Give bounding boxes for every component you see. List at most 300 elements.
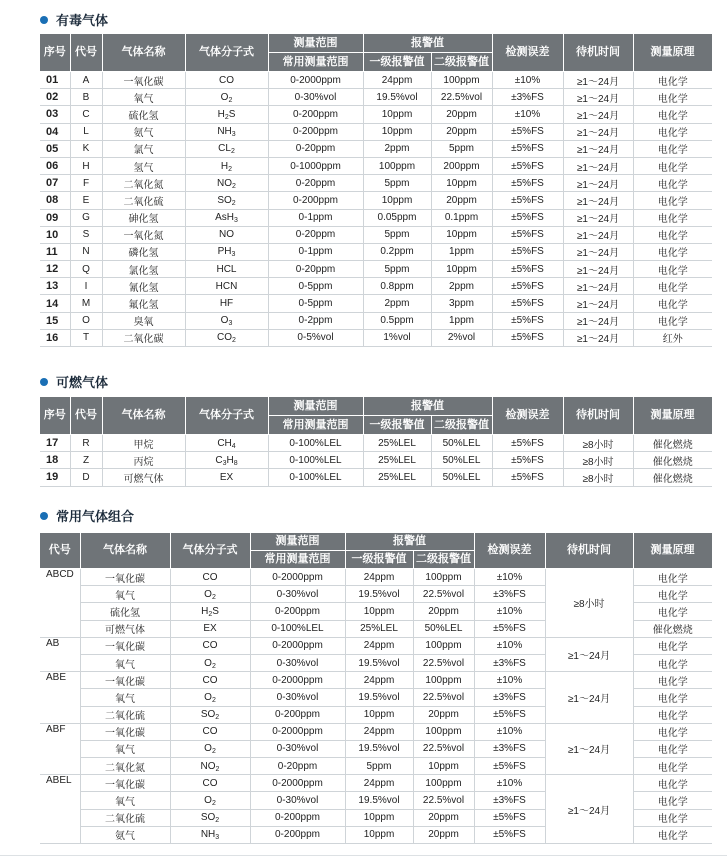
principle-cell: 电化学 [633,209,712,226]
error-cell: ±10% [492,106,563,123]
header-name: 气体名称 [102,34,185,72]
formula-subscript: 2 [224,113,229,121]
standby-cell: ≥1～24月 [545,723,633,775]
formula-base: NH [217,126,232,138]
combo-code-cell: ABF [40,723,80,775]
alarm2-cell: 200ppm [431,157,492,174]
principle-cell: 催化燃烧 [633,452,712,469]
formula-base: H [201,605,209,617]
formula-subscript: 3 [231,251,236,259]
formula-cell [185,312,268,329]
formula-subscript: 2 [231,199,236,207]
formula-cell [170,826,250,843]
formula-cell [170,758,250,775]
standby-cell: ≥1～24月 [545,637,633,671]
error-cell: ±10% [474,723,545,740]
standby-cell: ≥8小时 [563,469,633,486]
principle-cell: 催化燃烧 [633,469,712,486]
alarm1-cell: 0.5ppm [363,312,431,329]
alarm1-cell: 24ppm [345,569,413,586]
formula-base: CO [219,74,234,86]
formula-cell [185,329,268,346]
header-standby: 待机时间 [563,34,633,72]
range-cell: 0-200ppm [250,809,345,826]
alarm1-cell: 5ppm [363,261,431,278]
formula-cell [185,452,268,469]
alarm2-cell: 100ppm [413,569,474,586]
alarm1-cell: 0.2ppm [363,243,431,260]
formula-suffix: H [226,454,234,466]
alarm1-cell: 24ppm [345,637,413,654]
formula-subscript: 2 [232,182,236,190]
seq-cell: 13 [40,278,70,295]
standby-cell: ≥1～24月 [563,89,633,106]
formula-base: HCN [215,280,238,292]
alarm1-cell: 25%LEL [363,469,431,486]
table-row [40,192,712,209]
name-cell: 甲烷 [102,435,185,452]
formula-subscript: 2 [215,817,220,825]
formula-base: O [204,795,212,807]
alarm2-cell: 2%vol [431,329,492,346]
alarm2-cell: 22.5%vol [413,654,474,671]
combo-code-cell: ABEL [40,775,80,844]
formula-base: CO [202,640,218,652]
principle-cell: 电化学 [633,226,712,243]
toxic-gas-table [40,34,713,347]
section-title-combo [40,506,134,525]
formula-cell [185,192,268,209]
alarm2-cell: 22.5%vol [413,586,474,603]
alarm1-cell: 24ppm [363,72,431,89]
range-cell: 0-5ppm [268,295,363,312]
header-alarm1: 一级报警值 [363,416,431,435]
range-cell: 0-30%vol [250,689,345,706]
header-error: 检测误差 [474,533,545,569]
error-cell: ±3%FS [474,586,545,603]
principle-cell: 电化学 [633,809,712,826]
principle-cell: 电化学 [633,603,712,620]
standby-cell: ≥1～24月 [563,278,633,295]
code-cell: L [70,123,102,140]
alarm2-cell: 22.5%vol [413,792,474,809]
name-cell: 一氧化碳 [80,775,170,792]
standby-cell: ≥1～24月 [563,106,633,123]
formula-subscript: 2 [232,337,236,345]
formula-cell [170,637,250,654]
alarm2-cell: 10ppm [431,261,492,278]
standby-cell: ≥1～24月 [563,192,633,209]
name-cell: 可燃气体 [102,469,185,486]
alarm2-cell: 20ppm [413,826,474,843]
table-row [40,72,712,89]
alarm2-cell: 3ppm [431,295,492,312]
header-name: 气体名称 [102,397,185,435]
name-cell: 磷化氢 [102,243,185,260]
error-cell: ±3%FS [474,654,545,671]
combo-code-cell: ABCD [40,569,80,638]
formula-subscript: 2 [208,610,213,618]
error-cell: ±5%FS [492,123,563,140]
name-cell: 二氧化硫 [80,809,170,826]
header-formula: 气体分子式 [185,34,268,72]
principle-cell: 电化学 [633,175,712,192]
range-cell: 0-100%LEL [268,435,363,452]
seq-cell: 03 [40,106,70,123]
formula-base: CO [202,726,218,738]
formula-cell [170,740,250,757]
formula-subscript: 3 [231,131,236,139]
range-cell: 0-1ppm [268,209,363,226]
header-name: 气体名称 [80,533,170,569]
formula-subscript: 2 [211,748,216,756]
code-cell: R [70,435,102,452]
code-cell: I [70,278,102,295]
seq-cell: 07 [40,175,70,192]
alarm2-cell: 50%LEL [431,452,492,469]
formula-subscript: 2 [228,165,233,173]
seq-cell: 04 [40,123,70,140]
name-cell: 氢气 [102,157,185,174]
table-row [40,261,712,278]
table-row [40,123,712,140]
formula-cell [170,809,250,826]
table-row [40,329,712,346]
header-formula: 气体分子式 [185,397,268,435]
name-cell: 氧气 [80,740,170,757]
formula-cell [185,106,268,123]
header-principle: 测量原理 [633,533,712,569]
bullet-dot-icon [40,16,48,24]
seq-cell: 12 [40,261,70,278]
header-range-group: 测量范围 [250,533,345,551]
standby-cell: ≥1～24月 [563,209,633,226]
error-cell: ±5%FS [492,192,563,209]
alarm1-cell: 0.8ppm [363,278,431,295]
error-cell: ±10% [474,569,545,586]
name-cell: 臭氧 [102,312,185,329]
alarm2-cell: 100ppm [413,723,474,740]
header-alarm2: 二级报警值 [413,551,474,569]
header-code: 代号 [40,533,80,569]
formula-cell [185,72,268,89]
principle-cell: 电化学 [633,72,712,89]
formula-cell [185,89,268,106]
alarm1-cell: 5ppm [345,758,413,775]
standby-cell: ≥8小时 [563,435,633,452]
formula-base: CH [217,437,232,449]
table-row [40,775,712,792]
seq-cell: 19 [40,469,70,486]
bottom-divider [0,855,727,856]
table-row [40,89,712,106]
formula-base: SO [200,812,216,824]
code-cell: Z [70,452,102,469]
alarm2-cell: 50%LEL [431,469,492,486]
standby-cell: ≥1～24月 [563,261,633,278]
error-cell: ±5%FS [492,175,563,192]
formula-cell [185,261,268,278]
error-cell: ±3%FS [474,740,545,757]
principle-cell: 电化学 [633,295,712,312]
principle-cell: 电化学 [633,706,712,723]
combustible-table-body [40,435,712,487]
name-cell: 一氧化碳 [102,72,185,89]
alarm2-cell: 50%LEL [431,435,492,452]
formula-cell [185,140,268,157]
principle-cell: 催化燃烧 [633,435,712,452]
range-cell: 0-20ppm [268,226,363,243]
standby-cell: ≥1～24月 [563,312,633,329]
code-cell: E [70,192,102,209]
standby-cell: ≥1～24月 [563,175,633,192]
name-cell: 氨气 [102,123,185,140]
formula-cell [185,278,268,295]
code-cell: Q [70,261,102,278]
formula-subscript: 8 [233,459,238,467]
formula-base: CL [218,143,231,155]
alarm2-cell: 10ppm [413,758,474,775]
formula-cell [185,123,268,140]
formula-base: NO [217,177,233,189]
alarm1-cell: 19.5%vol [345,740,413,757]
name-cell: 氨气 [80,826,170,843]
principle-cell: 催化燃烧 [633,620,712,637]
standby-cell: ≥1～24月 [563,295,633,312]
principle-cell: 电化学 [633,243,712,260]
bullet-dot-icon [40,378,48,386]
formula-base: HF [219,298,234,310]
table-row [40,175,712,192]
code-cell: O [70,312,102,329]
error-cell: ±5%FS [474,620,545,637]
error-cell: ±10% [474,603,545,620]
alarm1-cell: 10ppm [345,809,413,826]
formula-cell [185,295,268,312]
alarm1-cell: 19.5%vol [345,586,413,603]
formula-subscript: 2 [228,96,233,104]
formula-base: EX [219,471,234,483]
alarm1-cell: 19.5%vol [345,689,413,706]
formula-subscript: 2 [215,765,220,773]
section-title-toxic [40,10,108,29]
seq-cell: 10 [40,226,70,243]
formula-base: CO [202,777,218,789]
principle-cell: 电化学 [633,672,712,689]
principle-cell: 电化学 [633,106,712,123]
name-cell: 氧气 [80,689,170,706]
principle-cell: 电化学 [633,586,712,603]
alarm1-cell: 24ppm [345,723,413,740]
range-cell: 0-200ppm [250,706,345,723]
combo-code-cell: AB [40,637,80,671]
error-cell: ±10% [474,637,545,654]
alarm1-cell: 5ppm [363,226,431,243]
formula-base: PH [217,246,232,258]
table-row [40,226,712,243]
code-cell: C [70,106,102,123]
error-cell: ±5%FS [492,140,563,157]
header-standby: 待机时间 [563,397,633,435]
range-cell: 0-2ppm [268,312,363,329]
principle-cell: 电化学 [633,775,712,792]
name-cell: 二氧化硫 [80,706,170,723]
formula-cell [170,723,250,740]
seq-cell: 09 [40,209,70,226]
formula-subscript: 2 [211,662,216,670]
formula-cell [170,569,250,586]
alarm2-cell: 20ppm [413,809,474,826]
principle-cell: 电化学 [633,140,712,157]
formula-base: C [215,454,223,466]
error-cell: ±5%FS [492,157,563,174]
name-cell: 一氧化碳 [80,569,170,586]
formula-subscript: 2 [211,593,216,601]
header-code: 代号 [70,397,102,435]
formula-base: AsH [215,212,234,224]
principle-cell: 电化学 [633,123,712,140]
error-cell: ±5%FS [492,226,563,243]
error-cell: ±5%FS [474,826,545,843]
header-alarm2: 二级报警值 [431,416,492,435]
standby-cell: ≥1～24月 [563,123,633,140]
formula-subscript: 3 [228,320,233,328]
header-error: 检测误差 [492,34,563,72]
code-cell: N [70,243,102,260]
alarm2-cell: 20ppm [413,706,474,723]
table-row [40,295,712,312]
bullet-dot-icon [40,512,48,520]
name-cell: 氧气 [80,654,170,671]
error-cell: ±5%FS [474,706,545,723]
range-cell: 0-100%LEL [268,469,363,486]
alarm1-cell: 100ppm [363,157,431,174]
alarm2-cell: 2ppm [431,278,492,295]
range-cell: 0-200ppm [250,826,345,843]
formula-base: H [217,108,225,120]
name-cell: 二氧化碳 [102,329,185,346]
alarm1-cell: 10ppm [345,603,413,620]
alarm1-cell: 0.05ppm [363,209,431,226]
formula-cell [170,689,250,706]
principle-cell: 电化学 [633,569,712,586]
table-row [40,469,712,486]
table-row [40,723,712,740]
standby-cell: ≥1～24月 [563,329,633,346]
section-title-text: 常用气体组合 [56,509,135,524]
error-cell: ±3%FS [492,89,563,106]
formula-cell [185,226,268,243]
name-cell: 氯气 [102,140,185,157]
formula-base: O [220,315,229,327]
seq-cell: 14 [40,295,70,312]
formula-cell [185,243,268,260]
formula-cell [170,775,250,792]
name-cell: 硫化氢 [102,106,185,123]
error-cell: ±10% [474,672,545,689]
header-alarm-group: 报警值 [363,34,492,53]
principle-cell: 电化学 [633,740,712,757]
name-cell: 氟化氢 [102,295,185,312]
alarm1-cell: 2ppm [363,295,431,312]
formula-cell [170,706,250,723]
principle-cell: 电化学 [633,792,712,809]
header-alarm2: 二级报警值 [431,53,492,72]
error-cell: ±5%FS [492,278,563,295]
alarm1-cell: 25%LEL [363,435,431,452]
table-row [40,140,712,157]
formula-base: CO [217,332,233,344]
formula-cell [170,620,250,637]
name-cell: 二氧化氮 [80,758,170,775]
seq-cell: 06 [40,157,70,174]
range-cell: 0-20ppm [268,140,363,157]
seq-cell: 18 [40,452,70,469]
formula-base: CO [202,674,218,686]
principle-cell: 电化学 [633,826,712,843]
formula-cell [185,175,268,192]
section-title-text: 有毒气体 [56,13,109,28]
code-cell: B [70,89,102,106]
code-cell: S [70,226,102,243]
seq-cell: 11 [40,243,70,260]
table-row [40,452,712,469]
formula-base: NH [200,829,216,841]
principle-cell: 电化学 [633,192,712,209]
range-cell: 0-30%vol [250,654,345,671]
table-row [40,209,712,226]
alarm1-cell: 1%vol [363,329,431,346]
header-standby: 待机时间 [545,533,633,569]
principle-cell: 电化学 [633,689,712,706]
error-cell: ±5%FS [492,435,563,452]
seq-cell: 05 [40,140,70,157]
toxic-table-body [40,72,712,347]
formula-cell [185,469,268,486]
range-cell: 0-20ppm [250,758,345,775]
table-row [40,157,712,174]
standby-cell: ≥1～24月 [545,672,633,724]
alarm1-cell: 10ppm [363,106,431,123]
error-cell: ±5%FS [492,209,563,226]
range-cell: 0-1000ppm [268,157,363,174]
code-cell: F [70,175,102,192]
formula-cell [170,603,250,620]
formula-base: CO [202,571,218,583]
alarm1-cell: 25%LEL [363,452,431,469]
alarm2-cell: 20ppm [431,106,492,123]
error-cell: ±5%FS [474,758,545,775]
alarm2-cell: 5ppm [431,140,492,157]
name-cell: 可燃气体 [80,620,170,637]
standby-cell: ≥1～24月 [563,72,633,89]
alarm2-cell: 10ppm [431,226,492,243]
range-cell: 0-2000ppm [268,72,363,89]
alarm1-cell: 5ppm [363,175,431,192]
error-cell: ±5%FS [492,329,563,346]
alarm2-cell: 1ppm [431,312,492,329]
header-range: 常用测量范围 [250,551,345,569]
range-cell: 0-20ppm [268,175,363,192]
alarm2-cell: 100ppm [413,637,474,654]
seq-cell: 17 [40,435,70,452]
formula-subscript: 2 [215,714,220,722]
header-range: 常用测量范围 [268,53,363,72]
table-row [40,278,712,295]
formula-cell [185,435,268,452]
formula-base: O [220,91,229,103]
header-error: 检测误差 [492,397,563,435]
